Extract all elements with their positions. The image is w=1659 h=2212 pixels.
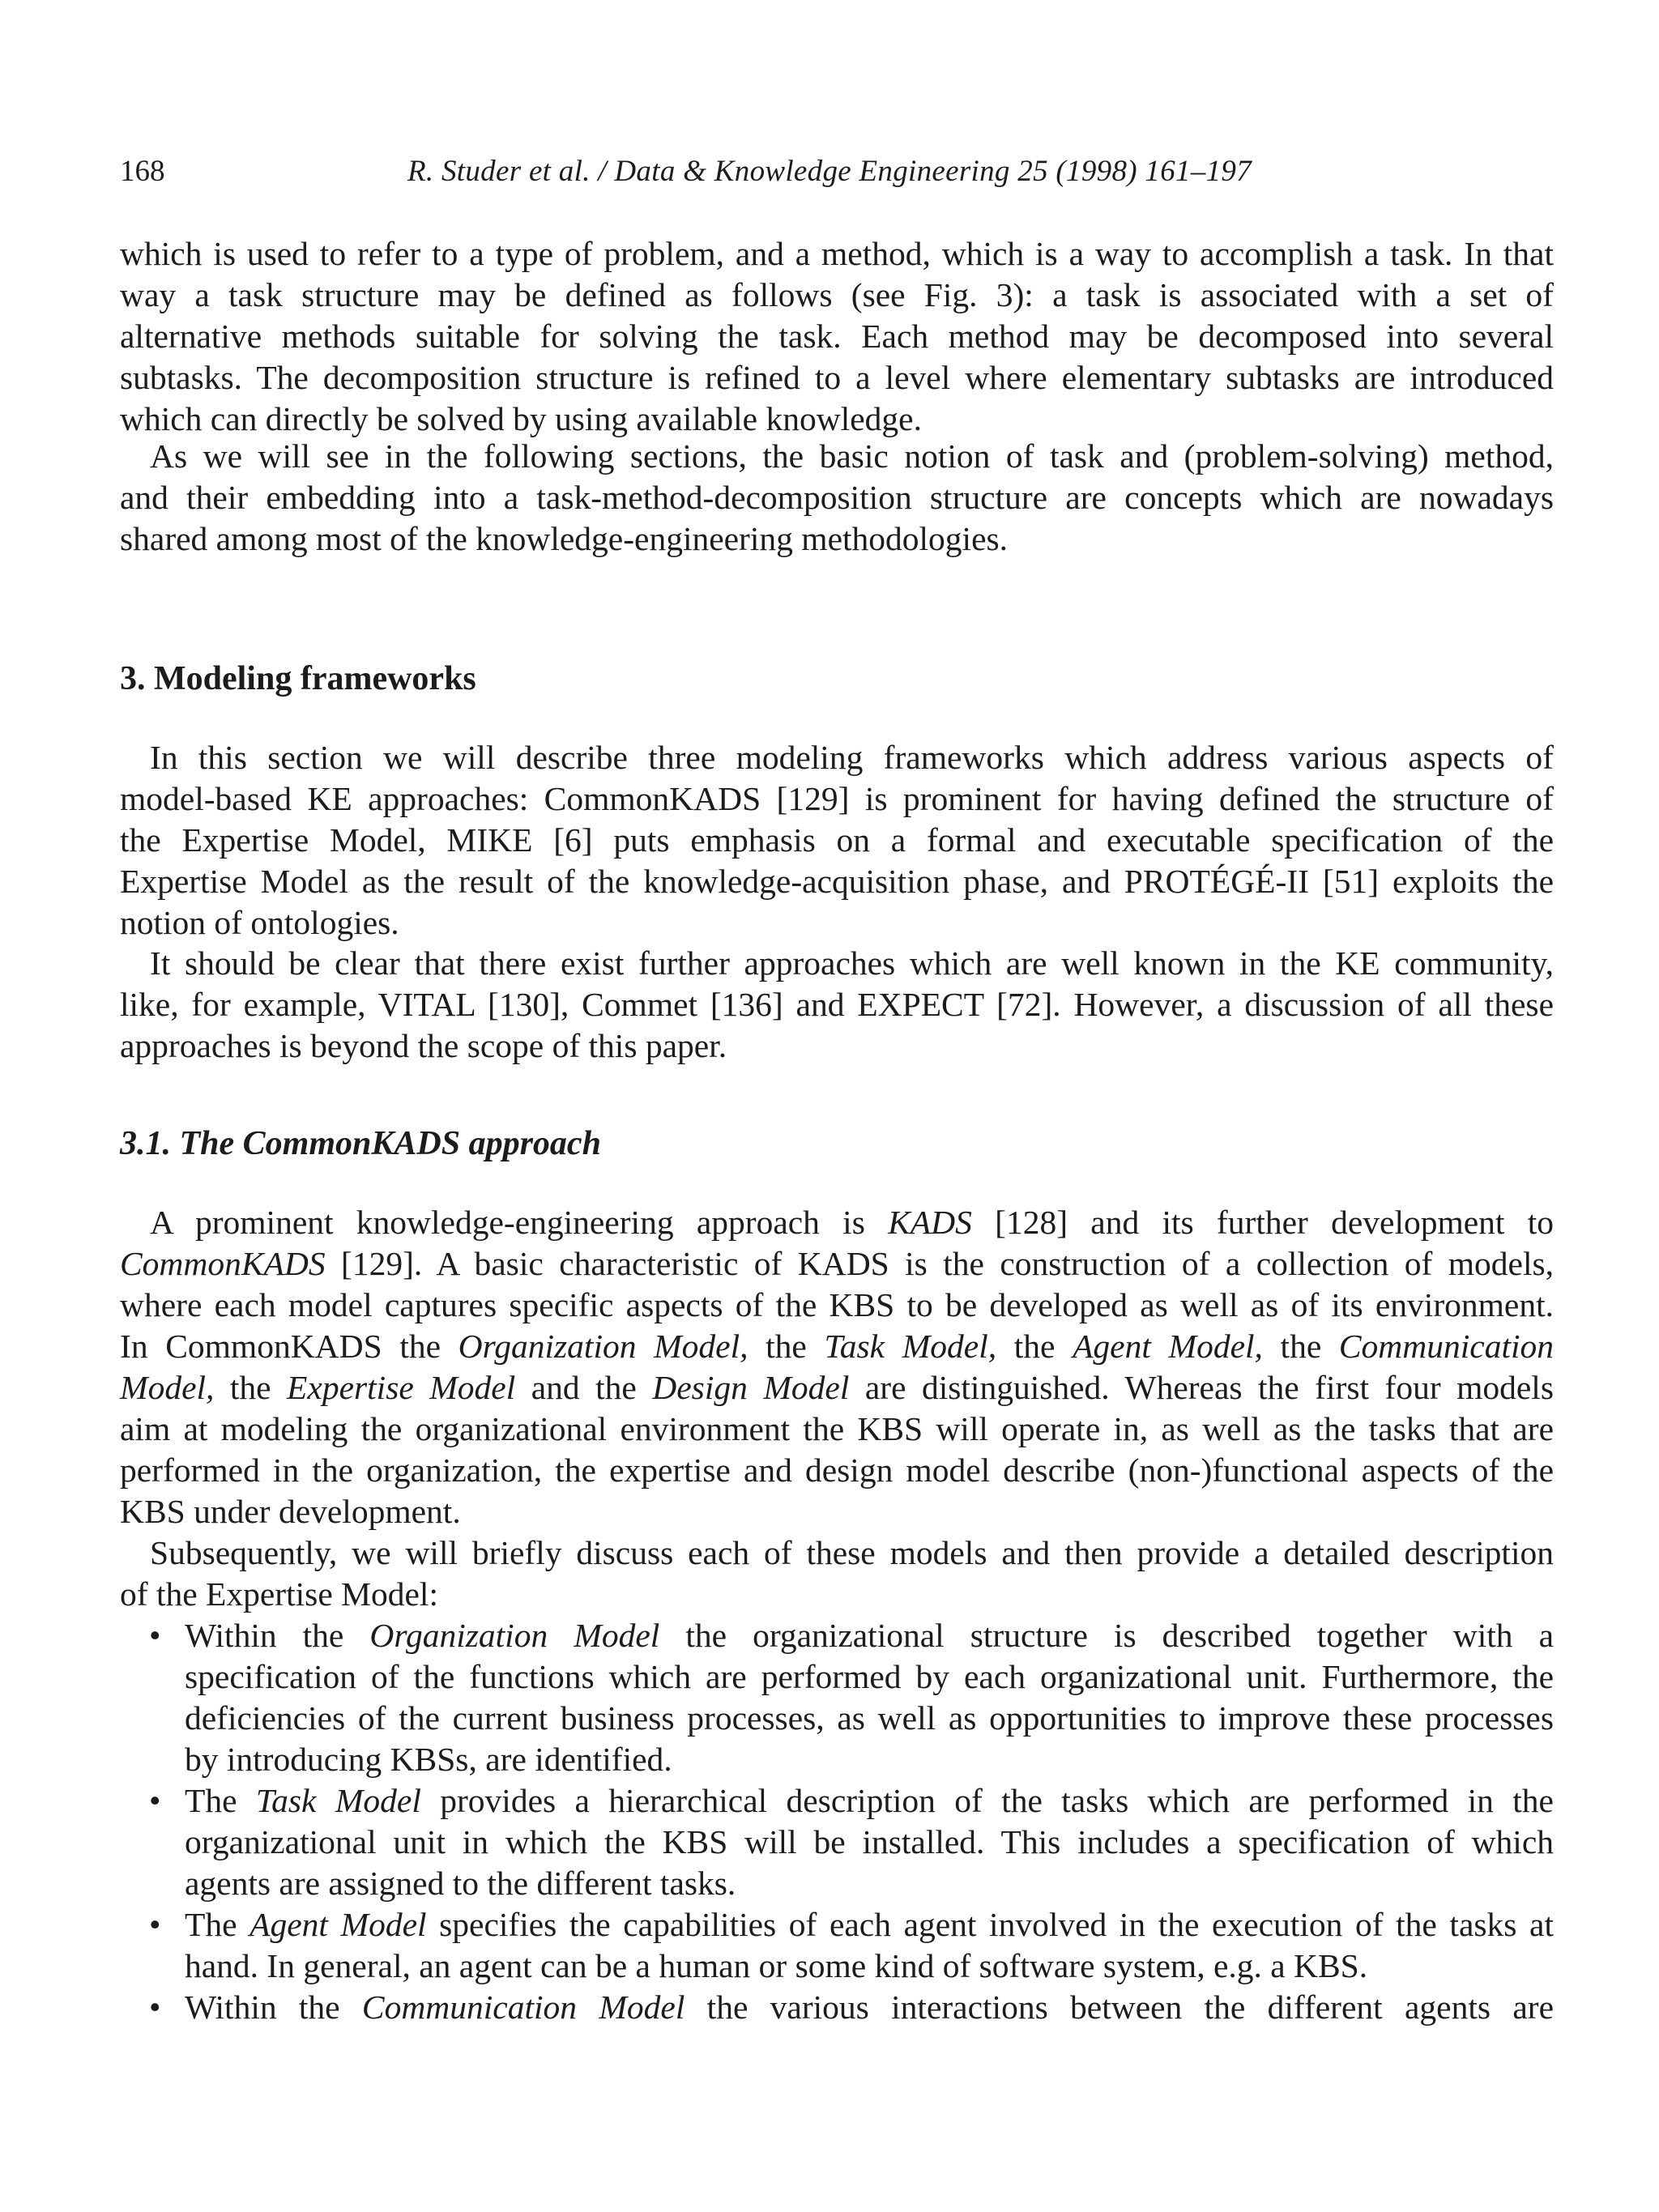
subsection-paragraph-1	[120, 1202, 1554, 1532]
text-line: A prominent knowledge-engineering approach is KADS [128] and its further development to	[150, 1204, 1554, 1241]
bullet-marker: •	[149, 1782, 161, 1819]
running-head	[120, 152, 1546, 191]
text-line: by introducing KBSs, are identified.	[185, 1741, 672, 1778]
section-3-paragraph-1	[120, 737, 1554, 944]
text-line: hand. In general, an agent can be a human or some kind of software system, e.g. a KBS.	[185, 1947, 1368, 1984]
text-line: In this section we will describe three modeling frameworks which address various aspects of	[150, 739, 1554, 776]
text-line: model-based KE approaches: CommonKADS [129] is prominent for having defined the structure of	[120, 780, 1554, 817]
text-line: the Expertise Model, MIKE [6] puts emphasis on a formal and executable specification of the	[120, 821, 1554, 859]
text-line: which can directly be solved by using available knowledge.	[120, 400, 922, 437]
subsection-paragraph-2	[120, 1532, 1554, 1615]
text-line: which is used to refer to a type of problem, and a method, which is a way to accomplish a task. In that	[120, 235, 1554, 272]
text-line: specification of the functions which are performed by each organizational unit. Furthermore, the	[185, 1658, 1554, 1695]
text-line: way a task structure may be defined as follows (see Fig. 3): a task is associated with a set of	[120, 276, 1554, 313]
text-line: deficiencies of the current business processes, as well as opportunities to improve these processes	[185, 1699, 1554, 1737]
text-line: performed in the organization, the expertise and design model describe (non-)functional aspects of the	[120, 1451, 1554, 1489]
bullet-marker: •	[149, 1906, 161, 1943]
text-line: As we will see in the following sections, the basic notion of task and (problem-solving) method,	[150, 437, 1554, 475]
intro-paragraph-2	[120, 436, 1554, 560]
text-line: In CommonKADS the Organization Model, the Task Model, the Agent Model, the Communication	[120, 1328, 1555, 1365]
text-line: like, for example, VITAL [130], Commet [136] and EXPECT [72]. However, a discussion of all these	[120, 986, 1554, 1023]
text-line: The Agent Model specifies the capabilities of each agent involved in the execution of the tasks at	[185, 1906, 1554, 1943]
text-line: alternative methods suitable for solving the task. Each method may be decomposed into several	[120, 318, 1554, 355]
text-line: Model, the Expertise Model and the Design Model are distinguished. Whereas the first four models	[120, 1369, 1554, 1406]
subsection-heading: 3.1. The CommonKADS approach	[120, 1125, 601, 1162]
page-number: 168	[120, 155, 165, 188]
bullet-marker: •	[149, 1988, 161, 2026]
text-line: approaches is beyond the scope of this paper.	[120, 1027, 727, 1064]
text-line: aim at modeling the organizational environment the KBS will operate in, as well as the tasks that are	[120, 1410, 1554, 1447]
text-line: and their embedding into a task-method-decomposition structure are concepts which are nowadays	[120, 479, 1554, 516]
text-line: CommonKADS [129]. A basic characteristic of KADS is the construction of a collection of models,	[120, 1245, 1554, 1282]
section-3-paragraph-2	[120, 943, 1554, 1067]
text-line: notion of ontologies.	[120, 904, 399, 941]
text-line: Subsequently, we will briefly discuss each of these models and then provide a detailed description	[150, 1534, 1554, 1571]
section-heading: 3. Modeling frameworks	[120, 660, 476, 697]
bullet-marker: •	[149, 1617, 161, 1654]
text-line: of the Expertise Model:	[120, 1575, 438, 1613]
text-line: It should be clear that there exist further approaches which are well known in the KE community,	[150, 944, 1554, 982]
journal-reference: R. Studer et al. / Data & Knowledge Engineering 25 (1998) 161–197	[407, 155, 1252, 188]
text-line: agents are assigned to the different tasks.	[185, 1865, 736, 1902]
text-line: shared among most of the knowledge-engineering methodologies.	[120, 520, 1009, 557]
intro-paragraph-1	[120, 233, 1554, 440]
text-line: The Task Model provides a hierarchical description of the tasks which are performed in the	[185, 1782, 1554, 1819]
text-line: Expertise Model as the result of the knowledge-acquisition phase, and PROTÉGÉ-II [51] exploits the	[120, 863, 1554, 900]
text-line: Within the Communication Model the various interactions between the different agents are	[185, 1988, 1554, 2026]
text-line: KBS under development.	[120, 1493, 461, 1530]
text-line: organizational unit in which the KBS will be installed. This includes a specification of which	[185, 1823, 1554, 1860]
text-line: subtasks. The decomposition structure is refined to a level where elementary subtasks are introduced	[120, 359, 1554, 396]
text-line: Within the Organization Model the organizational structure is described together with a	[185, 1617, 1554, 1654]
text-line: where each model captures specific aspects of the KBS to be developed as well as of its environment.	[120, 1286, 1554, 1323]
